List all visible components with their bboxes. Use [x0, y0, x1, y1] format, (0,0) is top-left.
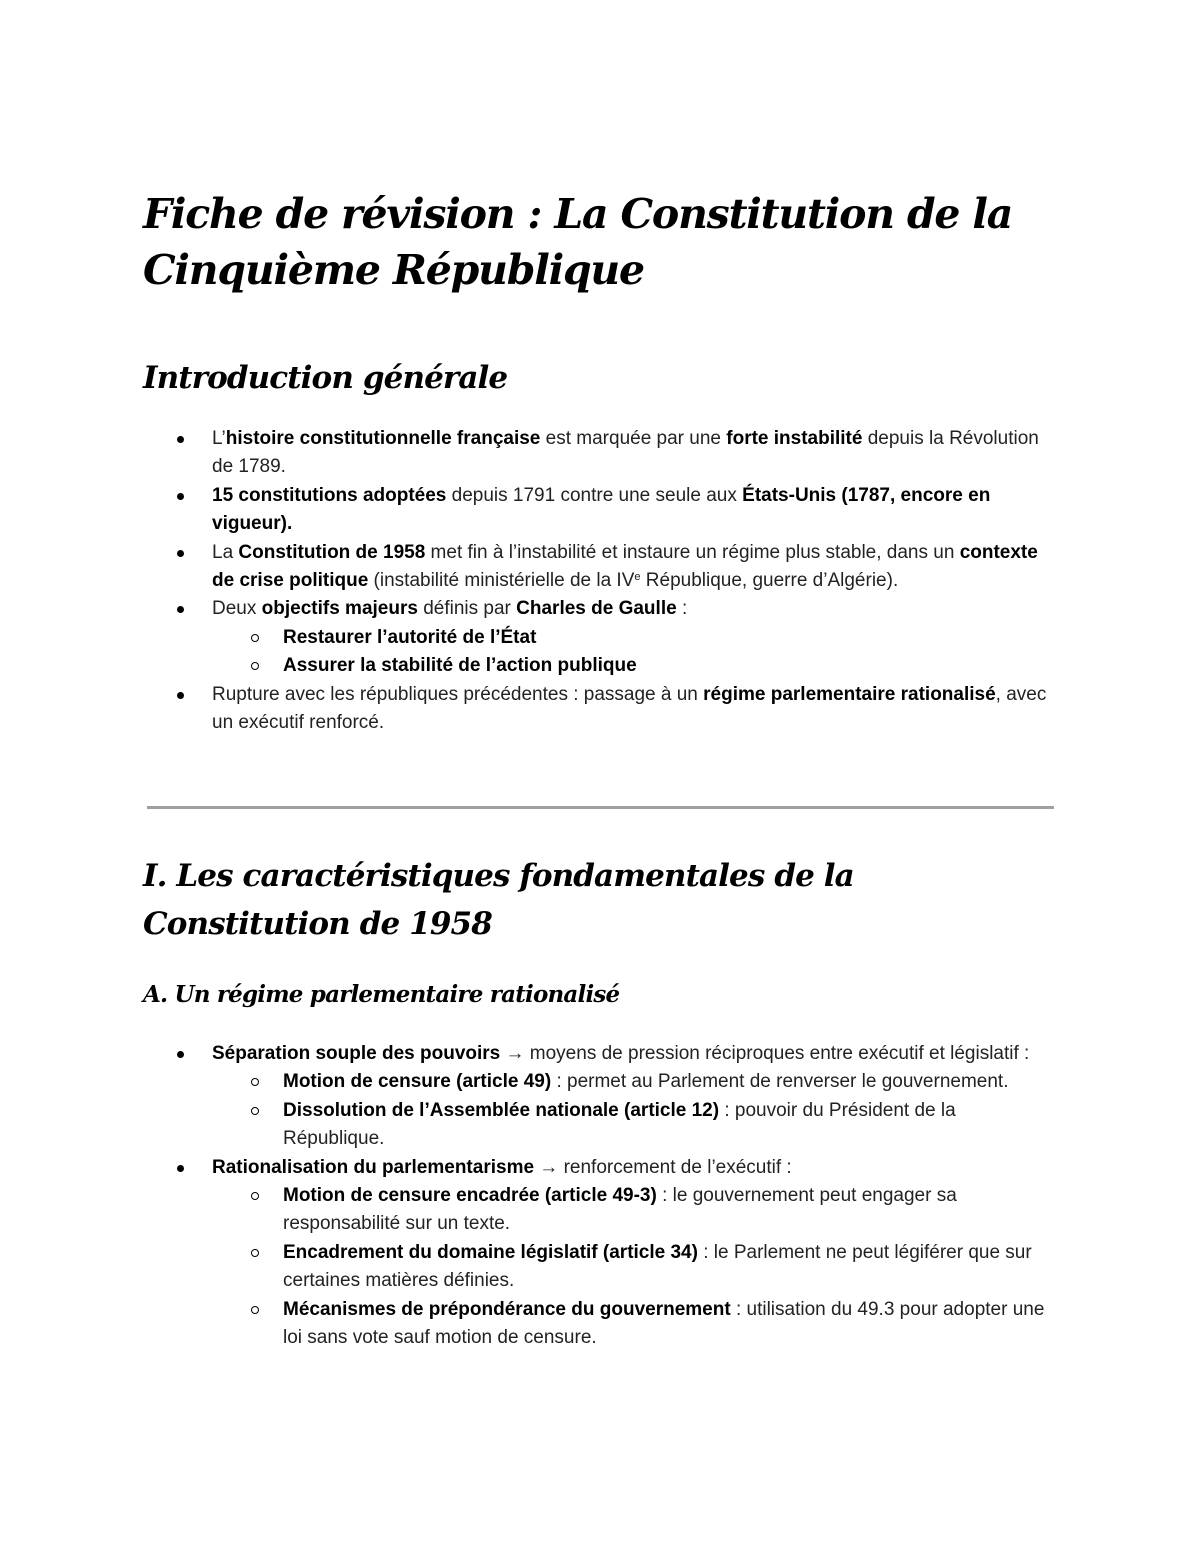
- sub-list-item: [143, 1182, 1058, 1239]
- bold-text: Motion de censure (article 49): [283, 1071, 552, 1093]
- text-run: République, guerre d’Algérie).: [640, 570, 899, 592]
- intro-list: [143, 425, 1058, 737]
- list-item: [143, 1154, 1058, 1182]
- sub-list-item: [143, 624, 1058, 652]
- text-run: → moyens de pression réciproques entre exécutif et législatif :: [500, 1043, 1030, 1064]
- list-item: [143, 482, 1058, 539]
- text-run: , avec un exécutif renforcé.: [212, 683, 1047, 734]
- sub-list-item: [143, 1068, 1058, 1096]
- bold-text: Constitution de 1958: [238, 541, 426, 563]
- sub-list-item: [143, 1097, 1058, 1154]
- superscript-text: e: [634, 571, 641, 584]
- list-item: [143, 1040, 1058, 1068]
- subsection-a-list: [143, 1040, 1058, 1352]
- horizontal-divider: [147, 806, 1054, 809]
- bold-text: États-Unis (1787, encore en vigueur).: [212, 484, 991, 535]
- bold-text: régime parlementaire rationalisé: [703, 683, 996, 705]
- text-run: : le Parlement ne peut légiférer que sur certaines matières définies.: [283, 1241, 1032, 1292]
- bold-text: Encadrement du domaine législatif (article 34): [283, 1241, 698, 1263]
- bold-text: Assurer la stabilité de l’action publique: [283, 655, 637, 677]
- section-1-heading: I. Les caractéristiques fondamentales de la Constitution de 1958: [143, 858, 854, 942]
- subsection-a-heading: A. Un régime parlementaire rationalisé: [143, 981, 620, 1008]
- list-item: [143, 425, 1058, 482]
- text-run: La: [212, 541, 239, 563]
- text-run: L’: [212, 428, 226, 449]
- text-run: est marquée par une: [540, 428, 727, 449]
- sub-list-item: [143, 1239, 1058, 1296]
- text-run: :: [676, 598, 688, 620]
- bold-text: contexte de crise politique: [212, 541, 1038, 592]
- text-run: : le gouvernement peut engager sa responsabilité sur un texte.: [283, 1185, 957, 1235]
- bold-text: Motion de censure encadrée (article 49-3): [283, 1185, 657, 1207]
- bold-text: Séparation souple des pouvoirs: [212, 1043, 501, 1064]
- bold-text: histoire constitutionnelle française: [225, 428, 541, 449]
- bold-text: Charles de Gaulle: [516, 598, 677, 620]
- text-run: met fin à l’instabilité et instaure un régime plus stable, dans un: [425, 541, 960, 563]
- bold-text: Dissolution de l’Assemblée nationale (article 12): [283, 1099, 720, 1121]
- text-run: Rupture avec les républiques précédentes : passage à un: [212, 683, 704, 705]
- text-run: : pouvoir du Président de la République.: [283, 1099, 956, 1150]
- bold-text: forte instabilité: [726, 428, 863, 449]
- bold-text: 15 constitutions adoptées: [212, 484, 447, 506]
- bold-text: Rationalisation du parlementarisme: [212, 1156, 535, 1178]
- list-item: [143, 595, 1058, 623]
- text-run: depuis la Révolution de 1789.: [212, 428, 1039, 478]
- list-item: [143, 539, 1058, 596]
- text-run: → renforcement de l’exécutif :: [534, 1156, 792, 1178]
- text-run: (instabilité ministérielle de la IV: [368, 570, 635, 592]
- sub-list-item: [143, 652, 1058, 680]
- page-title: Fiche de révision : La Constitution de la Cinquième République: [143, 190, 1013, 294]
- text-run: : permet au Parlement de renverser le gouvernement.: [551, 1071, 1009, 1093]
- text-run: définis par: [417, 598, 517, 620]
- intro-heading: Introduction générale: [143, 360, 508, 396]
- text-run: depuis 1791 contre une seule aux: [446, 484, 743, 506]
- bold-text: Restaurer l’autorité de l’État: [283, 626, 537, 648]
- bold-text: Mécanismes de prépondérance du gouvernement: [283, 1298, 731, 1320]
- list-item: [143, 681, 1058, 738]
- bold-text: objectifs majeurs: [261, 598, 418, 620]
- text-run: : utilisation du 49.3 pour adopter une loi sans vote sauf motion de censure.: [283, 1298, 1045, 1349]
- sub-list-item: [143, 1296, 1058, 1353]
- text-run: Deux: [212, 598, 262, 620]
